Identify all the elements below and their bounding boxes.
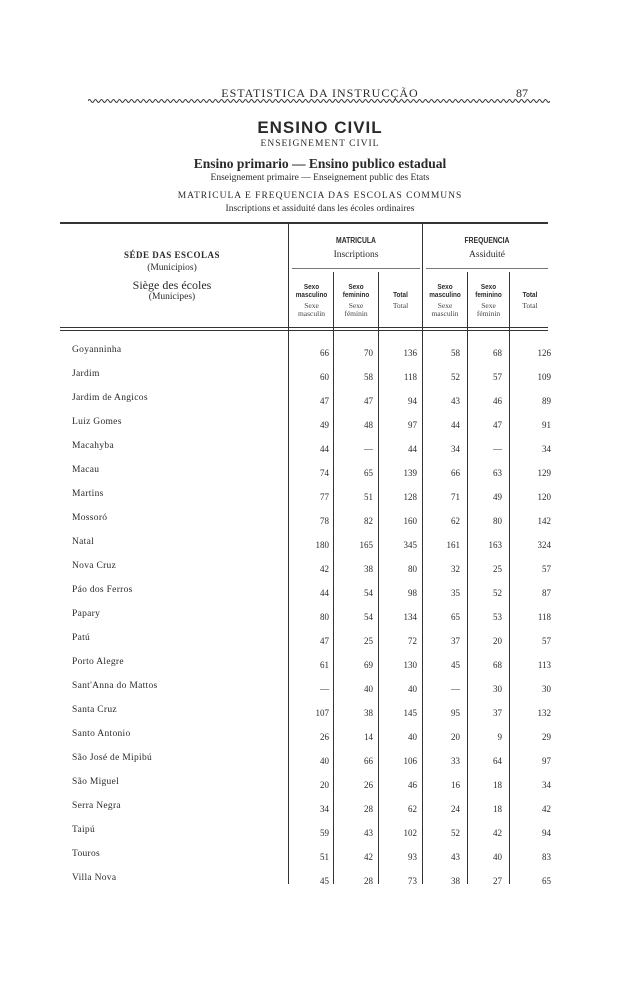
table-cell: 38 xyxy=(451,876,460,886)
row-municipio: Goyanninha xyxy=(72,345,122,355)
row-municipio: Macahyba xyxy=(72,441,114,451)
table-cell: 20 xyxy=(493,636,502,646)
table-cell: 130 xyxy=(403,660,417,670)
table-cell: 32 xyxy=(451,564,460,574)
col-label-fr: Sexe xyxy=(304,300,319,310)
table-cell: 68 xyxy=(493,348,502,358)
table-cell: — xyxy=(493,444,502,454)
table-cell: 132 xyxy=(537,708,551,718)
table-cell: 58 xyxy=(451,348,460,358)
table-cell: 134 xyxy=(403,612,417,622)
table-cell: 44 xyxy=(408,444,417,454)
row-municipio: Patú xyxy=(72,633,91,643)
table-row xyxy=(0,825,640,839)
table-cell: 60 xyxy=(320,372,329,382)
table-row xyxy=(0,705,640,719)
table-row xyxy=(0,849,640,863)
col-label-fr: Sexe xyxy=(481,300,496,310)
table-cell: 65 xyxy=(542,876,551,886)
table-cell: 94 xyxy=(408,396,417,406)
table-cell: 44 xyxy=(451,420,460,430)
table-cell: 97 xyxy=(542,756,551,766)
group-header-matricula xyxy=(290,236,422,260)
page-title: ENSINO CIVIL xyxy=(257,118,383,137)
table-row xyxy=(0,777,640,791)
table-row xyxy=(0,489,640,503)
col-label-fr: masculin xyxy=(297,308,326,318)
table-cell: 65 xyxy=(451,612,460,622)
table-cell: 57 xyxy=(493,372,502,382)
table-cell: — xyxy=(364,444,373,454)
table-cell: 34 xyxy=(320,804,329,814)
table-cell: 48 xyxy=(364,420,373,430)
table-cell: 54 xyxy=(364,612,373,622)
table-cell: 46 xyxy=(493,396,502,406)
col-label: Sexo xyxy=(480,282,497,291)
table-cell: 65 xyxy=(364,468,373,478)
table-row xyxy=(0,441,640,455)
table-row xyxy=(0,465,640,479)
row-municipio: Sant'Anna do Mattos xyxy=(72,681,158,691)
table-cell: 45 xyxy=(451,660,460,670)
stub-header-sub: (Municipios) xyxy=(147,263,197,273)
row-municipio: Serra Negra xyxy=(72,801,121,811)
table-cell: 118 xyxy=(537,612,551,622)
table-cell: 43 xyxy=(451,396,460,406)
table-cell: 80 xyxy=(493,516,502,526)
row-municipio: São Miguel xyxy=(72,777,120,787)
table-cell: 161 xyxy=(446,540,460,550)
table-cell: 71 xyxy=(451,492,460,502)
table-cell: 95 xyxy=(451,708,460,718)
table-cell: 62 xyxy=(451,516,460,526)
table-row xyxy=(0,393,640,407)
table-cell: 40 xyxy=(493,852,502,862)
column-header xyxy=(423,283,467,318)
table-row xyxy=(0,681,640,695)
table-cell: 66 xyxy=(451,468,460,478)
group-subtitle: Inscriptions xyxy=(333,250,379,260)
section-title: MATRICULA E FREQUENCIA DAS ESCOLAS COMMUNS xyxy=(177,191,463,201)
row-municipio: Martins xyxy=(72,489,104,499)
table-cell: 42 xyxy=(493,828,502,838)
row-municipio: Nova Cruz xyxy=(72,561,117,571)
row-municipio: Villa Nova xyxy=(72,873,117,883)
row-municipio: Touros xyxy=(72,849,101,859)
col-label: Sexo xyxy=(303,282,320,291)
table-cell: 109 xyxy=(537,372,551,382)
stub-header: SÉDE DAS ESCOLAS xyxy=(123,250,221,260)
table-cell: 180 xyxy=(315,540,329,550)
table-row xyxy=(0,801,640,815)
table-cell: 77 xyxy=(320,492,329,502)
table-cell: 74 xyxy=(320,468,329,478)
col-divider-5 xyxy=(509,272,510,884)
table-cell: 54 xyxy=(364,588,373,598)
table-cell: 129 xyxy=(537,468,551,478)
row-municipio: Santo Antonio xyxy=(72,729,131,739)
row-municipio: Jardim xyxy=(72,369,100,379)
table-cell: 27 xyxy=(493,876,502,886)
table-header-rule-2 xyxy=(60,330,548,331)
col-label-fr: Total xyxy=(392,300,409,310)
row-municipio: Mossoró xyxy=(72,513,108,523)
table-cell: 165 xyxy=(359,540,373,550)
col-label: Sexo xyxy=(437,282,453,291)
table-cell: 66 xyxy=(320,348,329,358)
table-cell: 28 xyxy=(364,804,373,814)
page-title-fr: ENSEIGNEMENT CIVIL xyxy=(260,139,380,149)
table-cell: 68 xyxy=(493,660,502,670)
table-cell: 142 xyxy=(537,516,551,526)
col-label-fr: masculin xyxy=(431,308,459,318)
table-cell: 47 xyxy=(320,636,329,646)
row-municipio: São José de Mipibú xyxy=(72,753,153,763)
column-header xyxy=(290,283,333,318)
table-cell: 35 xyxy=(451,588,460,598)
table-cell: 20 xyxy=(451,732,460,742)
table-cell: 40 xyxy=(408,732,417,742)
group-header-frequencia xyxy=(424,236,550,260)
table-row xyxy=(0,369,640,383)
col-divider-4 xyxy=(467,272,468,884)
col-label: feminino xyxy=(475,289,502,299)
table-cell: 128 xyxy=(403,492,417,502)
stub-header-fr-sub: (Municipes) xyxy=(148,292,196,302)
table-cell: 324 xyxy=(537,540,551,550)
table-cell: 52 xyxy=(493,588,502,598)
col-label-fr: féminin xyxy=(476,308,501,318)
row-municipio: Luiz Gomes xyxy=(72,417,122,427)
table-row xyxy=(0,513,640,527)
table-cell: 80 xyxy=(408,564,417,574)
table-cell: 107 xyxy=(315,708,329,718)
table-cell: 59 xyxy=(320,828,329,838)
table-cell: 94 xyxy=(542,828,551,838)
table-row xyxy=(0,417,640,431)
table-row xyxy=(0,753,640,767)
table-cell: 26 xyxy=(320,732,329,742)
subtitle: Ensino primario — Ensino publico estadual xyxy=(193,156,447,171)
table-cell: 52 xyxy=(451,828,460,838)
table-cell: 126 xyxy=(537,348,551,358)
column-header xyxy=(510,291,550,310)
subtitle-fr: Enseignement primaire — Enseignement public des Etats xyxy=(210,173,430,183)
table-cell: 42 xyxy=(320,564,329,574)
table-cell: 53 xyxy=(493,612,502,622)
table-cell: 73 xyxy=(408,876,417,886)
table-row xyxy=(0,729,640,743)
table-cell: 29 xyxy=(542,732,551,742)
table-row xyxy=(0,633,640,647)
table-cell: 38 xyxy=(364,564,373,574)
ornamental-rule xyxy=(88,97,550,105)
table-cell: 80 xyxy=(320,612,329,622)
row-municipio: Macau xyxy=(72,465,100,475)
table-row xyxy=(0,609,640,623)
table-cell: 43 xyxy=(451,852,460,862)
table-cell: 18 xyxy=(493,780,502,790)
table-cell: 51 xyxy=(364,492,373,502)
table-cell: — xyxy=(451,684,460,694)
page-number: 87 xyxy=(516,86,528,100)
table-cell: 63 xyxy=(493,468,502,478)
row-municipio: Porto Alegre xyxy=(72,657,124,667)
table-cell: 9 xyxy=(497,732,502,742)
table-cell: 106 xyxy=(403,756,417,766)
table-cell: 345 xyxy=(403,540,417,550)
table-row xyxy=(0,537,640,551)
table-cell: 69 xyxy=(364,660,373,670)
col-divider-1 xyxy=(333,272,334,884)
table-cell: 20 xyxy=(320,780,329,790)
table-header-rule xyxy=(60,327,548,328)
col-label: Total xyxy=(393,290,408,299)
table-cell: 62 xyxy=(408,804,417,814)
table-cell: 47 xyxy=(493,420,502,430)
table-cell: 25 xyxy=(364,636,373,646)
table-cell: 49 xyxy=(493,492,502,502)
table-cell: 57 xyxy=(542,636,551,646)
table-cell: 78 xyxy=(320,516,329,526)
column-header xyxy=(334,283,378,318)
row-municipio: Papary xyxy=(72,609,101,619)
group-underline-frequencia xyxy=(426,268,548,269)
table-cell: 163 xyxy=(488,540,502,550)
table-cell: 91 xyxy=(542,420,551,430)
table-cell: 44 xyxy=(320,444,329,454)
table-cell: 33 xyxy=(451,756,460,766)
table-cell: 16 xyxy=(451,780,460,790)
table-cell: 66 xyxy=(364,756,373,766)
row-municipio: Taipú xyxy=(72,825,95,835)
table-row xyxy=(0,873,640,887)
row-municipio: Natal xyxy=(72,537,95,547)
table-cell: 34 xyxy=(451,444,460,454)
table-cell: 25 xyxy=(493,564,502,574)
table-cell: 47 xyxy=(364,396,373,406)
table-cell: 160 xyxy=(403,516,417,526)
table-cell: — xyxy=(320,684,329,694)
table-cell: 24 xyxy=(451,804,460,814)
table-cell: 40 xyxy=(320,756,329,766)
table-cell: 34 xyxy=(542,780,551,790)
table-cell: 42 xyxy=(364,852,373,862)
table-cell: 113 xyxy=(537,660,551,670)
table-cell: 82 xyxy=(364,516,373,526)
table-cell: 43 xyxy=(364,828,373,838)
table-cell: 44 xyxy=(320,588,329,598)
table-cell: 34 xyxy=(542,444,551,454)
table-top-rule xyxy=(60,222,548,224)
table-cell: 102 xyxy=(403,828,417,838)
table-cell: 46 xyxy=(408,780,417,790)
table-cell: 120 xyxy=(537,492,551,502)
table-cell: 98 xyxy=(408,588,417,598)
col-label-fr: Sexe xyxy=(348,300,364,310)
table-cell: 30 xyxy=(542,684,551,694)
group-subtitle: Assiduité xyxy=(469,250,505,260)
table-cell: 87 xyxy=(542,588,551,598)
running-title: ESTATISTICA DA INSTRUCÇÃO xyxy=(221,86,419,100)
table-cell: 45 xyxy=(320,876,329,886)
table-cell: 136 xyxy=(403,348,417,358)
group-title: FREQUENCIA xyxy=(464,236,510,245)
group-underline-matricula xyxy=(292,268,420,269)
group-title: MATRICULA xyxy=(336,236,376,245)
row-municipio: Páo dos Ferros xyxy=(72,585,133,595)
col-label: Sexo xyxy=(348,282,364,291)
table-row xyxy=(0,657,640,671)
col-divider-2 xyxy=(378,272,379,884)
table-cell: 70 xyxy=(364,348,373,358)
table-cell: 93 xyxy=(408,852,417,862)
col-label-fr: Sexe xyxy=(437,300,453,310)
table-cell: 37 xyxy=(493,708,502,718)
col-label: masculino xyxy=(295,289,328,299)
table-cell: 47 xyxy=(320,396,329,406)
table-row xyxy=(0,345,640,359)
col-label-fr: féminin xyxy=(344,308,368,318)
table-cell: 97 xyxy=(408,420,417,430)
table-cell: 145 xyxy=(403,708,417,718)
column-header xyxy=(379,291,422,310)
table-cell: 40 xyxy=(364,684,373,694)
table-cell: 40 xyxy=(408,684,417,694)
table-cell: 37 xyxy=(451,636,460,646)
table-cell: 49 xyxy=(320,420,329,430)
table-cell: 118 xyxy=(403,372,417,382)
table-cell: 52 xyxy=(451,372,460,382)
row-municipio: Jardim de Angicos xyxy=(72,393,148,403)
table-cell: 26 xyxy=(364,780,373,790)
table-cell: 58 xyxy=(364,372,373,382)
table-cell: 57 xyxy=(542,564,551,574)
column-header xyxy=(468,283,509,318)
table-cell: 30 xyxy=(493,684,502,694)
table-cell: 139 xyxy=(403,468,417,478)
section-title-fr: Inscriptions et assiduité dans les écoles ordinaires xyxy=(225,204,415,214)
table-cell: 28 xyxy=(364,876,373,886)
table-row xyxy=(0,561,640,575)
row-municipio: Santa Cruz xyxy=(72,705,117,715)
table-cell: 61 xyxy=(320,660,329,670)
col-label: masculino xyxy=(429,289,461,299)
table-cell: 38 xyxy=(364,708,373,718)
stub-header-fr: Siège des écoles xyxy=(132,278,212,292)
table-cell: 42 xyxy=(542,804,551,814)
table-cell: 89 xyxy=(542,396,551,406)
table-cell: 64 xyxy=(493,756,502,766)
table-cell: 18 xyxy=(493,804,502,814)
col-label-fr: Total xyxy=(522,300,538,310)
table-cell: 51 xyxy=(320,852,329,862)
table-row xyxy=(0,585,640,599)
col-label: feminino xyxy=(342,289,370,299)
table-cell: 83 xyxy=(542,852,551,862)
table-cell: 72 xyxy=(408,636,417,646)
col-label: Total xyxy=(522,290,538,299)
table-cell: 14 xyxy=(364,732,373,742)
